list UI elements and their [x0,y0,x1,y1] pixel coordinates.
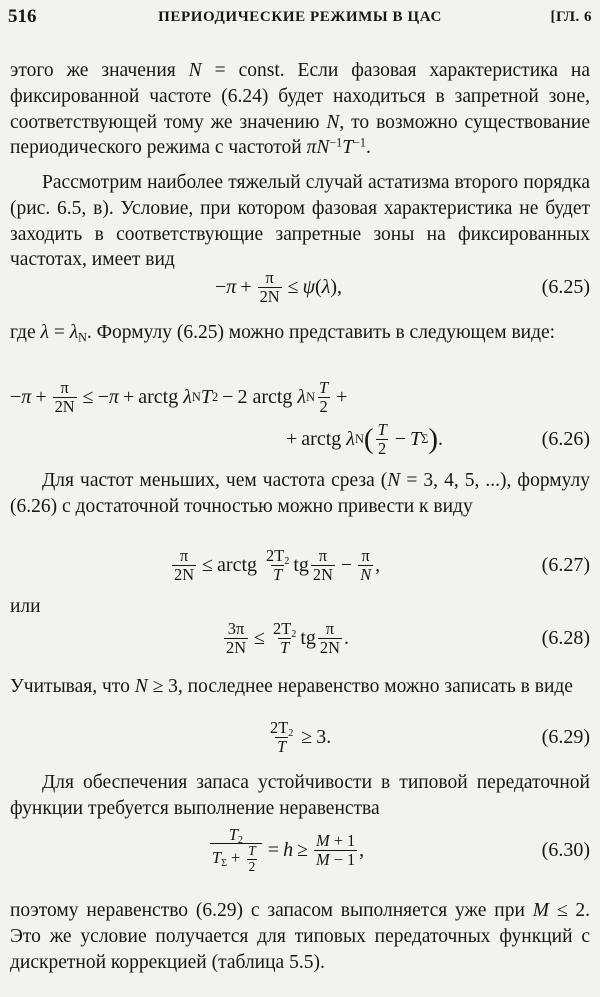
op-minus: − [222,385,234,408]
sym-T: T [409,427,422,450]
frac-pi-2N [172,547,196,583]
sym-lambda: λ [183,385,192,408]
sym-T: T [200,385,212,408]
frac-den: 2 [248,858,256,874]
p6-text-b: ≥ 3, последнее неравенство можно записать в виде [147,676,573,697]
paragraph-3: где $\lambda = \lambda_N$. Формулу (6.25) можно представить в следующем виде: [10,322,556,345]
sub-2: 2 [237,834,243,846]
frac-2T2-T [264,547,291,583]
paragraph-1 [10,58,590,161]
frac-T2-over-Tsum [210,826,262,875]
frac-num: π [265,267,274,287]
sym-pi: π [306,137,317,159]
eq-number: (6.28) [541,626,590,649]
fn-arctg: arctg [252,385,293,408]
running-title: ПЕРИОДИЧЕСКИЕ РЕЖИМЫ В ЦАС [158,9,442,25]
frac-den: 2N [312,564,333,584]
frac-den: N [360,564,372,584]
fn-arctg: arctg [138,385,179,408]
sym-T: T [342,137,354,159]
frac-2T2-T [268,719,295,755]
frac-den: 2 [319,396,328,416]
sup-neg1: −1 [353,135,366,150]
frac-num: π [179,545,189,565]
const-3: 3 [316,725,327,748]
sym-psi: ψ [302,275,316,298]
op-minus: − [394,427,406,450]
frac-den: 2N [174,564,195,584]
equation-6-30 [10,818,590,882]
eq-number: (6.26) [541,427,590,450]
equation-6-25 [10,262,590,312]
sub-sigma: Σ [221,858,228,870]
sym-N: N [134,676,148,697]
frac-pi-N [358,547,373,583]
eq-number: (6.30) [541,838,590,861]
frac-den: 2N [226,637,247,657]
sym-lambda: λ [40,322,49,343]
frac-T-2 [317,379,330,415]
frac-den: 2N [54,396,75,416]
p4-text-a: Для частот меньших, чем частота среза ( [42,470,388,491]
fn-tg: tg [300,626,316,649]
frac-T-2 [376,421,389,457]
p1-text-a: этого же значения [10,60,189,81]
frac-T-2 [246,844,257,874]
const-1: 1 [346,830,356,850]
p1-text-d: . [365,137,371,159]
p1-text-c: , то возможно существование периодического режима с частотой [10,111,590,159]
eq-6-26-body-2: + arctg λ N ( $\frac{T}{2}$ − T Σ ) . [286,419,443,458]
op-leq: ≤ [254,626,266,649]
op-minus: − [340,553,353,576]
sub-2: 2 [284,555,290,567]
op-minus: − [10,385,22,408]
frac-den: 2N [319,637,340,657]
op-plus: + [231,848,241,868]
frac-den: 2N [259,286,280,306]
sym-lambda: λ [321,275,331,298]
p1-text-b: = const. Если фазовая характеристика на фиксированной частоте (6.24) будет находиться в запретной зоне, соответствующей тому же значению [10,60,590,133]
p8-text-a: поэтому неравенство (6.29) с запасом выполняется уже при [10,900,533,921]
p3-text-b: . Формулу (6.25) можно представить в следующем виде: [86,322,556,343]
frac-num: 2T [273,618,292,638]
op-eq: = [267,838,280,861]
sym-T: T [212,848,222,868]
sym-N: N [188,60,202,81]
frac-num: 3π [227,618,245,638]
chapter-marker: [ГЛ. 6 [550,9,592,25]
eq-6-25-body: − π + $\frac{\pi}{2N}$ ≤ ψ ( λ ), [215,267,343,306]
const-1: 1 [346,849,356,869]
op-plus: + [122,385,135,408]
sym-M: M [316,849,330,869]
eq-number: (6.27) [541,553,590,576]
p8-text-b: ≤ 2. Это же условие получается для типовых передаточных функций с дискретной коррекцией (таблица 5.5). [10,900,591,973]
frac-num: T [319,377,329,397]
op-minus: − [97,385,109,408]
sym-pi: π [108,385,119,408]
frac-num: π [361,545,370,565]
sym-pi: π [226,275,237,298]
op-plus: + [240,275,252,298]
sym-h: h [283,838,294,861]
sym-N: N [316,137,330,159]
fn-arctg: arctg [217,553,258,576]
eq-6-28-body: $\frac{3\pi}{2N}$ ≤ $\frac{2T_2}{T}$ tg $\frac{\pi}{2N}$ . [226,618,349,657]
running-header [8,6,592,32]
eq-number: (6.25) [541,275,590,298]
frac-den: T [277,736,287,756]
sub-2: 2 [288,727,294,739]
op-plus: + [336,385,348,408]
sym-lambda: λ [346,427,355,450]
frac-den: 2 [378,438,387,458]
p4-text-b: = 3, 4, 5, ...), формулу (6.26) с достаточной точностью можно привести к виду [10,470,590,517]
paragraph-4 [10,468,590,520]
frac-num: π [318,545,328,565]
sym-lambda: λ [297,385,307,408]
sym-M: M [532,900,549,921]
sup-neg1: −1 [329,135,343,150]
frac-num: T [248,843,256,859]
sym-lambda: λ [69,322,79,343]
fn-arctg: arctg [301,427,342,450]
op-geq: ≥ [297,838,309,861]
op-plus: + [35,385,47,408]
eq-6-29-body: $\frac{2T_2}{T}$ ≥ 3 . [270,717,332,756]
eq-number: (6.29) [541,725,590,748]
op-leq: ≤ [287,275,299,298]
eq-6-27-body: $\frac{\pi}{2N}$ ≤ arctg $\frac{2T_2}{T}$ tg $\frac{\pi}{2N}$ − $\frac{\pi}{N}$ , [174,545,381,584]
eq-6-30-body: $T_2$ $T_\Sigma$ + $\frac{T}{2}$ = h ≥ $\frac{M + 1}{M - 1}$ , [212,824,365,874]
sub-2: 2 [291,628,297,640]
paragraph-7: Для обеспечения запаса устойчивости в типовой передаточной функции требуется выполнение неравенства [10,772,590,819]
frac-num: 2T [266,545,285,565]
op-plus: + [286,427,298,450]
sym-M: M [316,830,330,850]
equation-6-28 [10,613,590,663]
frac-2T2-T [271,620,298,656]
frac-pi-2N [318,620,342,656]
paragraph-5: или [10,596,41,617]
frac-pi-2N [258,269,282,305]
frac-3pi-2N [224,620,248,656]
frac-den: T [280,637,290,657]
op-minus: − [215,275,227,298]
sym-N: N [387,470,401,491]
frac-M-ratio [314,832,357,868]
p6-text-a: Учитывая, что [10,676,135,697]
equation-6-29 [10,712,590,762]
frac-den: T [273,564,283,584]
eq-6-26-body-1: − π + $\frac{\pi}{2N}$ ≤ − π + arctg λ N T 2 − 2 arctg λ N $\frac{T}{2}$ + [10,377,348,416]
op-leq: ≤ [82,385,94,408]
paragraph-2: Рассмотрим наиболее тяжелый случай астатизма второго порядка (рис. 6.5, в). Условие, при котором фазовая характеристика не будет заходить в соответствующие запретные зоны на фиксированных частотах, имеет вид [10,172,590,271]
sym-T: T [228,824,238,844]
sub-N: N [78,330,87,345]
p3-text-a: где [10,322,41,343]
paragraph-6 [10,674,590,700]
coef-2: 2 [237,385,248,408]
paragraph-8 [10,898,590,975]
frac-num: π [60,377,69,397]
fn-tg: tg [293,553,309,576]
frac-num: 2T [270,717,289,737]
frac-pi-2N [311,547,335,583]
frac-num: T [377,419,387,439]
sym-N: N [326,111,340,133]
equation-6-26-line-2 [10,414,590,464]
sym-pi: π [21,385,32,408]
op-geq: ≥ [301,725,313,748]
page-number: 516 [8,6,37,27]
equation-6-27 [10,540,590,590]
op-minus: − [333,849,343,869]
op-plus: + [333,830,343,850]
frac-pi-2N [53,379,77,415]
op-leq: ≤ [202,553,214,576]
frac-num: π [325,618,335,638]
